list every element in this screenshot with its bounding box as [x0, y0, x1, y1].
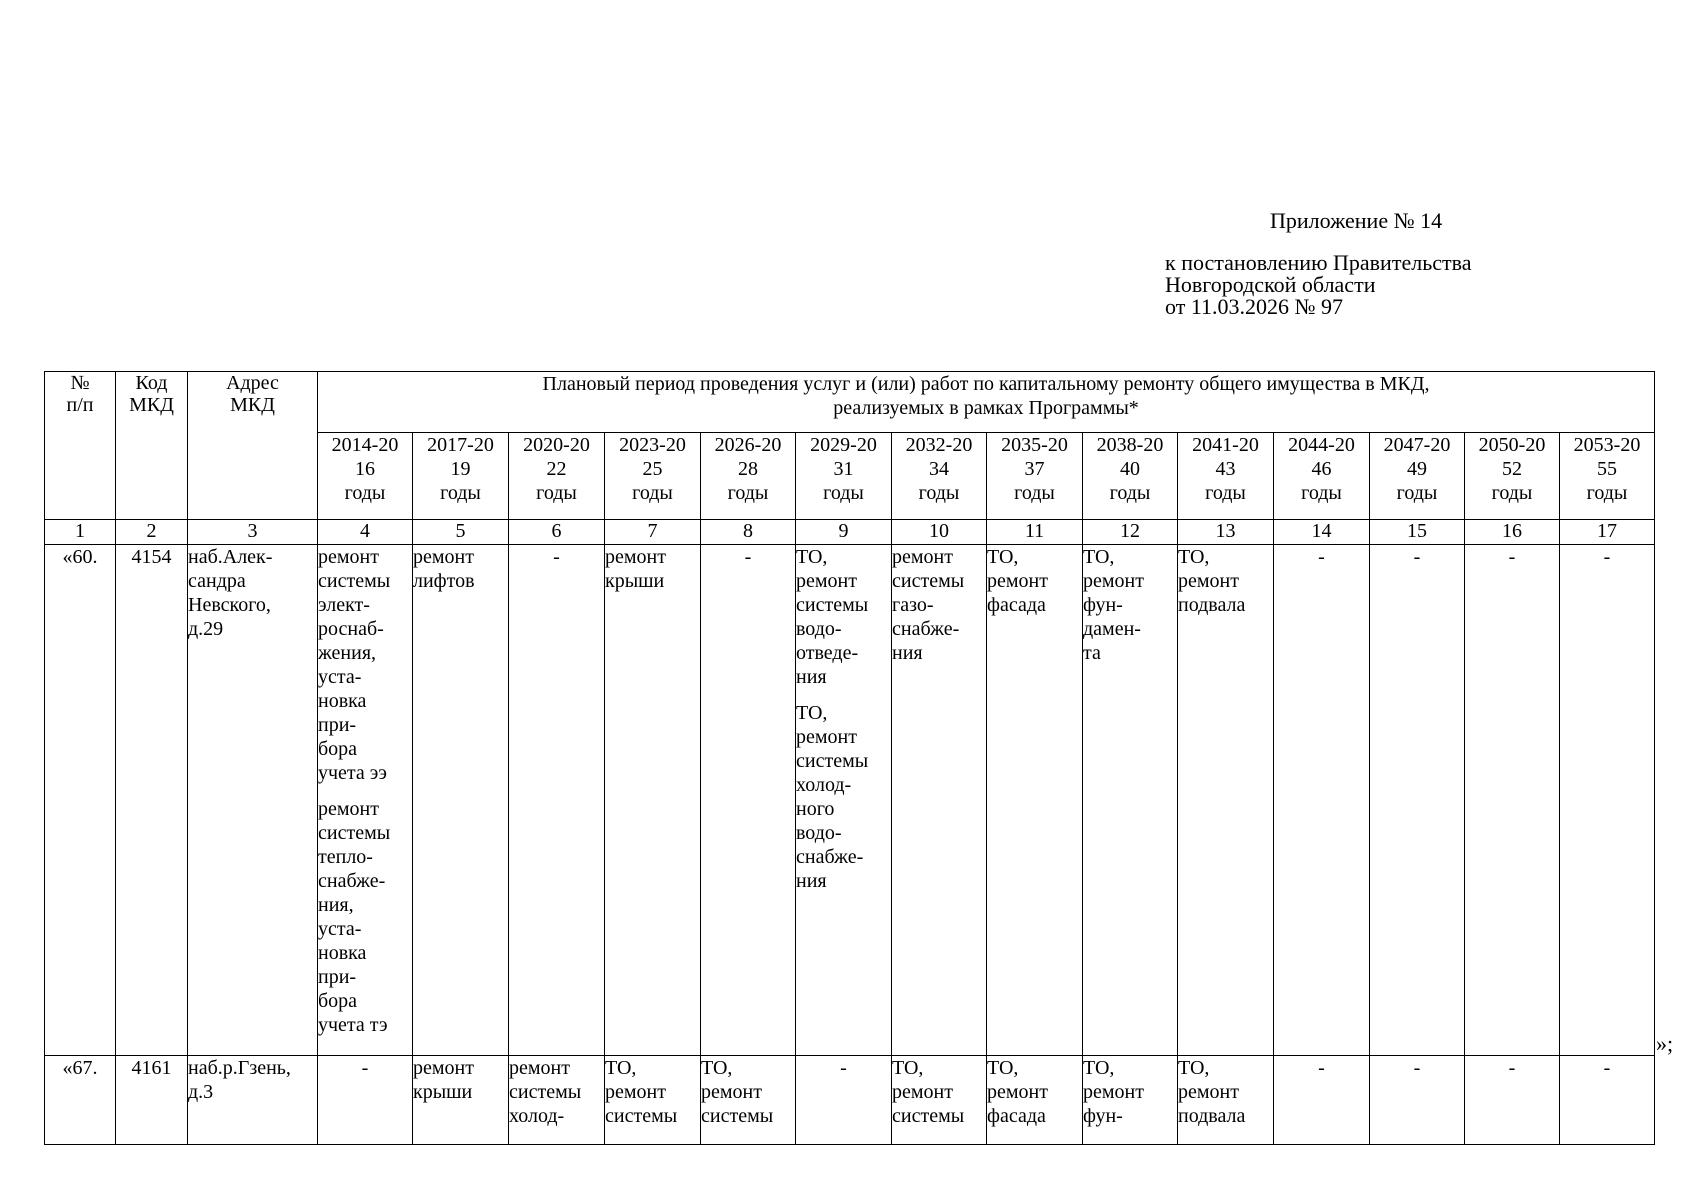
column-number: 9 — [796, 520, 892, 545]
work-cell: - — [1370, 1056, 1465, 1145]
table-row — [45, 545, 1655, 1056]
work-cell: - — [1274, 1056, 1370, 1145]
header-planned-period: Плановый период проведения услуг и (или) работ по капитальному ремонту общего имущества в МКД, реализуемых в рамках Программы* — [318, 372, 1655, 433]
work-cell: ремонт лифтов — [413, 545, 509, 1056]
header-line-1: к постановлению Правительства — [1165, 250, 1472, 275]
header-period-8: 2038-20 40 годы — [1083, 433, 1178, 520]
header-period-7: 2035-20 37 годы — [987, 433, 1083, 520]
column-number: 7 — [605, 520, 701, 545]
column-number: 1 — [45, 520, 116, 545]
work-cell: ремонт системы холод- — [509, 1056, 605, 1145]
column-number: 4 — [318, 520, 413, 545]
work-cell: ремонт крыши — [413, 1056, 509, 1145]
work-cell: - — [701, 545, 796, 1056]
header-line-3: от 11.03.2026 № 97 — [1165, 294, 1343, 319]
work-cell: ТО, ремонт подвала — [1178, 1056, 1274, 1145]
header-line-2: Новгородской области — [1165, 272, 1376, 297]
header-period-6: 2032-20 34 годы — [892, 433, 987, 520]
header-period-4: 2026-20 28 годы — [701, 433, 796, 520]
column-number: 11 — [987, 520, 1083, 545]
row-number: «67. — [45, 1056, 116, 1145]
repair-schedule-table — [44, 371, 1655, 1145]
work-cell: ТО, ремонт фун- — [1083, 1056, 1178, 1145]
work-cell: - — [796, 1056, 892, 1145]
header-period-11: 2047-20 49 годы — [1370, 433, 1465, 520]
work-cell: - — [1370, 545, 1465, 1056]
column-number: 8 — [701, 520, 796, 545]
column-number: 17 — [1560, 520, 1655, 545]
work-cell: ТО, ремонт фасада — [987, 1056, 1083, 1145]
header-col-code: Код МКД — [116, 372, 188, 520]
row-number: «60. — [45, 545, 116, 1056]
appendix-title: Приложение № 14 — [1270, 208, 1443, 233]
work-cell: ТО, ремонт системы — [892, 1056, 987, 1145]
work-cell: ТО, ремонт фасада — [987, 545, 1083, 1056]
building-code: 4161 — [116, 1056, 188, 1145]
column-number: 16 — [1465, 520, 1560, 545]
work-cell: ТО, ремонт фун- дамен- та — [1083, 545, 1178, 1056]
column-number: 3 — [188, 520, 318, 545]
header-period-1: 2017-20 19 годы — [413, 433, 509, 520]
work-cell: ТО, ремонт подвала — [1178, 545, 1274, 1056]
header-period-13: 2053-20 55 годы — [1560, 433, 1655, 520]
building-code: 4154 — [116, 545, 188, 1056]
work-cell: - — [1465, 545, 1560, 1056]
column-number: 15 — [1370, 520, 1465, 545]
work-cell: - — [509, 545, 605, 1056]
work-cell: ремонт системы элект- роснаб- жения, уста- новка при- бора учета ээ ремонт системы тепло- снабже- ния, уста- новка при- бора учета тэ — [318, 545, 413, 1056]
header-period-5: 2029-20 31 годы — [796, 433, 892, 520]
work-cell: ТО, ремонт системы — [701, 1056, 796, 1145]
work-cell: - — [1274, 545, 1370, 1056]
work-cell: ТО, ремонт системы водо- отведе- ния ТО, ремонт системы холод- ного водо- снабже- ния — [796, 545, 892, 1056]
work-cell: - — [1560, 1056, 1655, 1145]
header-period-2: 2020-20 22 годы — [509, 433, 605, 520]
header-col-no: № п/п — [45, 372, 116, 520]
work-cell: ремонт крыши — [605, 545, 701, 1056]
table-row — [45, 1056, 1655, 1145]
building-address: наб.р.Гзень, д.3 — [188, 1056, 318, 1145]
work-cell: ТО, ремонт системы — [605, 1056, 701, 1145]
header-col-address: Адрес МКД — [188, 372, 318, 520]
column-number: 14 — [1274, 520, 1370, 545]
header-period-0: 2014-20 16 годы — [318, 433, 413, 520]
work-cell: - — [1465, 1056, 1560, 1145]
column-number: 2 — [116, 520, 188, 545]
closing-quote-mark: »; — [1656, 1031, 1674, 1056]
column-number: 13 — [1178, 520, 1274, 545]
work-cell: - — [1560, 545, 1655, 1056]
header-period-12: 2050-20 52 годы — [1465, 433, 1560, 520]
column-number: 5 — [413, 520, 509, 545]
work-cell: ремонт системы газо- снабже- ния — [892, 545, 987, 1056]
header-period-9: 2041-20 43 годы — [1178, 433, 1274, 520]
header-period-3: 2023-20 25 годы — [605, 433, 701, 520]
header-period-10: 2044-20 46 годы — [1274, 433, 1370, 520]
column-number: 12 — [1083, 520, 1178, 545]
column-number: 10 — [892, 520, 987, 545]
work-cell: - — [318, 1056, 413, 1145]
column-number: 6 — [509, 520, 605, 545]
building-address: наб.Алек- сандра Невского, д.29 — [188, 545, 318, 1056]
